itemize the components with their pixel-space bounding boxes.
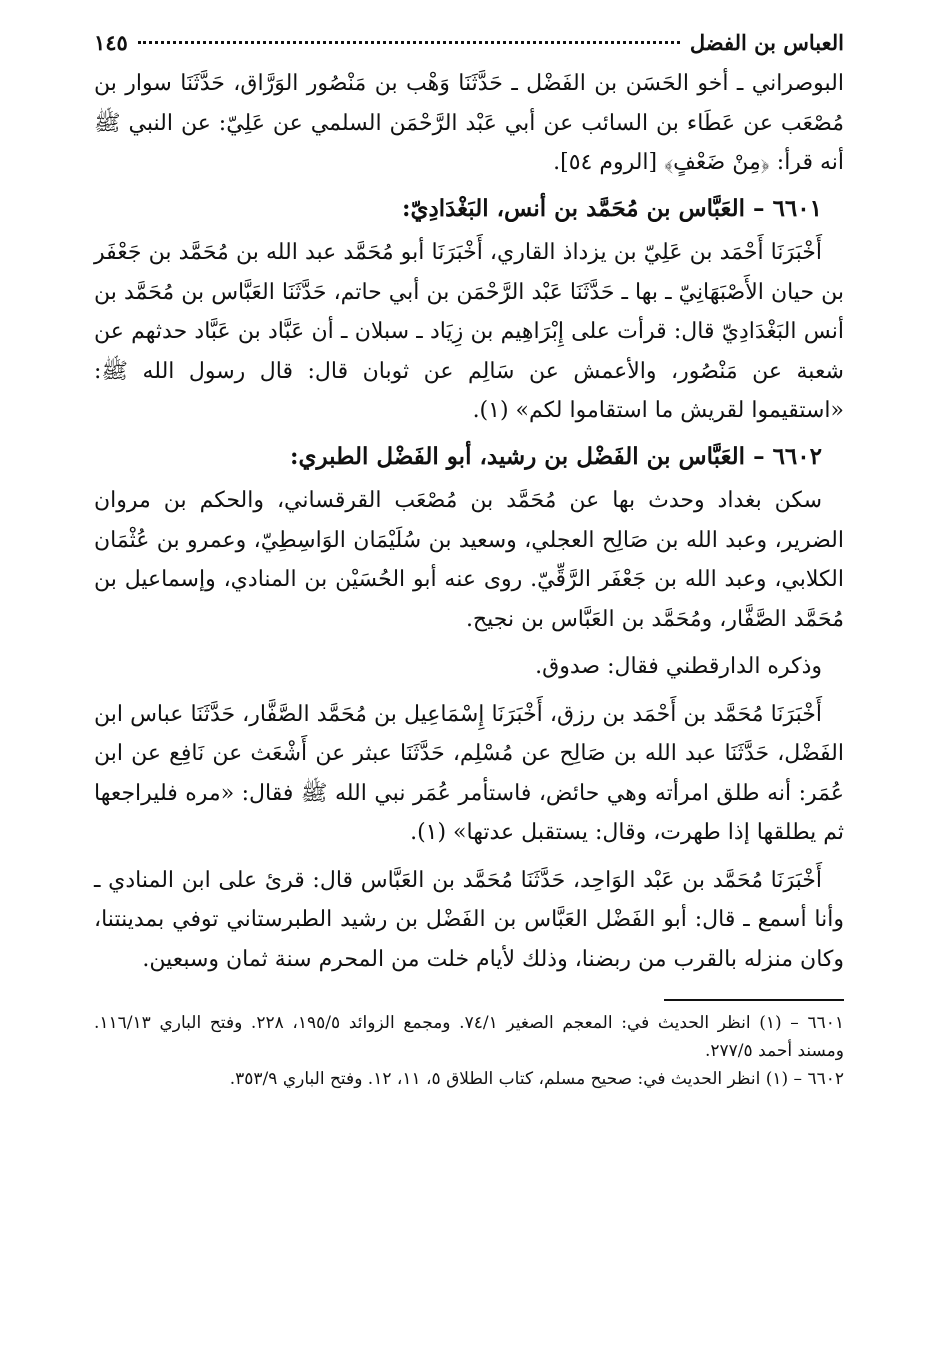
paragraph-6602-daraqutni: وذكره الدارقطني فقال: صدوق.: [535, 654, 822, 679]
paragraph-6602-hadith: أَخْبَرَنَا مُحَمَّد بن أَحْمَد بن رزق، أَخْبَرَنَا إِسْمَاعِيل بن مُحَمَّد الصَّفَّار، حَدَّثَنَا عباس ابن الفَضْل، حَدَّثَنَا عبد الله بن صَالِح عن مُسْلِم، حَدَّثَنَا عبثر عن أَشْعَث عن نَافِع عن ابن عُمَر: أنه طلق امرأته وهي حائض، فاستأمر عُمَر نبي الله ﷺ فقال: «مره فليراجعها ثم يطلقها إذا طهرت، وقال: يستقبل عدتها» (١).: [94, 701, 844, 845]
footnote-separator: [664, 999, 844, 1001]
paragraph-6601-isnad: أَخْبَرَنَا أَحْمَد بن عَلِيّ بن يزداذ القاري، أَخْبَرَنَا أبو مُحَمَّد عبد الله بن مُحَمَّد بن جَعْفَر بن حيان الأَصْبَهَانِيّ ـ بها ـ حَدَّثَنَا عَبْد الرَّحْمَن بن أبي حاتم، حَدَّثَنَا العَبَّاس بن مُحَمَّد بن أنس البَغْدَادِيّ قال: قرأت على إِبْرَاهِيم بن زِيَاد ـ سبلان ـ أن عَبَّاد بن عَبَّاد حدثهم عن شعبة عن مَنْصُور، والأعمش عن سَالِم عن ثوبان قال: قال رسول الله ﷺ: «استقيموا لقريش ما استقاموا لكم» (١).: [94, 240, 844, 423]
footnote-6601: ٦٦٠١ – (١) انظر الحديث في: المعجم الصغير ٧٤/١. ومجمع الزوائد ١٩٥/٥، ٢٢٨. وفتح الباري ١١٦/١٣. ومسند أحمد ٢٧٧/٥.: [94, 1013, 844, 1061]
entry-heading-6601: ٦٦٠١ – العَبَّاس بن مُحَمَّد بن أنس، البَغْدَادِيّ:: [401, 194, 822, 222]
paragraph-gap: [94, 639, 844, 647]
paragraph-gap: [94, 853, 844, 861]
book-page: [94, 30, 844, 1093]
paragraph-6602-death: أَخْبَرَنَا مُحَمَّد بن عَبْد الوَاحِد، حَدَّثَنَا مُحَمَّد بن العَبَّاس قال: قرئ على ابن المنادي ـ وأنا أسمع ـ قال: أبو الفَضْل العَبَّاس بن الفَضْل بن رشيد الطبرستاني توفي بمدينتنا، وكان منزله بالقرب من ربضنا، وذلك لأيام خلت من المحرم سنة ثمان وسبعين.: [94, 867, 844, 972]
paragraph-6602-bio: سكن بغداد وحدث بها عن مُحَمَّد بن مُصْعَب القرقساني، والحكم بن مروان الضرير، وعبد الله بن صَالِح العجلي، وسعيد بن سُلَيْمَان الوَاسِطِيّ، وعمرو بن عُثْمَان الكلابي، وعبد الله بن جَعْفَر الرَّقِّيّ. روى عنه أبو الحُسَيْن بن المنادي، وإسماعيل بن مُحَمَّد الصَّفَّار، ومُحَمَّد بن العَبَّاس بن نجيح.: [94, 488, 844, 632]
running-title: العباس بن الفضل: [689, 30, 844, 55]
paragraph-continued: البوصراني ـ أخو الحَسَن بن الفَضْل ـ حَدَّثَنَا وَهْب بن مَنْصُور الوَرَّاق، حَدَّثَنَا سوار بن مُصْعَب عن عَطَاء بن السائب عن أبي عَبْد الرَّحْمَن السلمي عن عَلِيّ: عن النبي ﷺ أنه قرأ: ﴿مِنْ ضَعْفٍ﴾ [الروم ٥٤].: [94, 71, 844, 175]
running-header: [94, 30, 844, 64]
footnote-6602: ٦٦٠٢ – (١) انظر الحديث في: صحيح مسلم، كتاب الطلاق ٥، ١١، ١٢. وفتح الباري ٣٥٣/٩.: [229, 1069, 844, 1089]
header-leader-dots: [138, 40, 680, 44]
page-number: ١٤٥: [94, 30, 128, 55]
entry-heading-6602: ٦٦٠٢ – العَبَّاس بن الفَضْل بن رشيد، أبو الفَضْل الطبري:: [290, 442, 822, 470]
paragraph-gap: [94, 687, 844, 695]
